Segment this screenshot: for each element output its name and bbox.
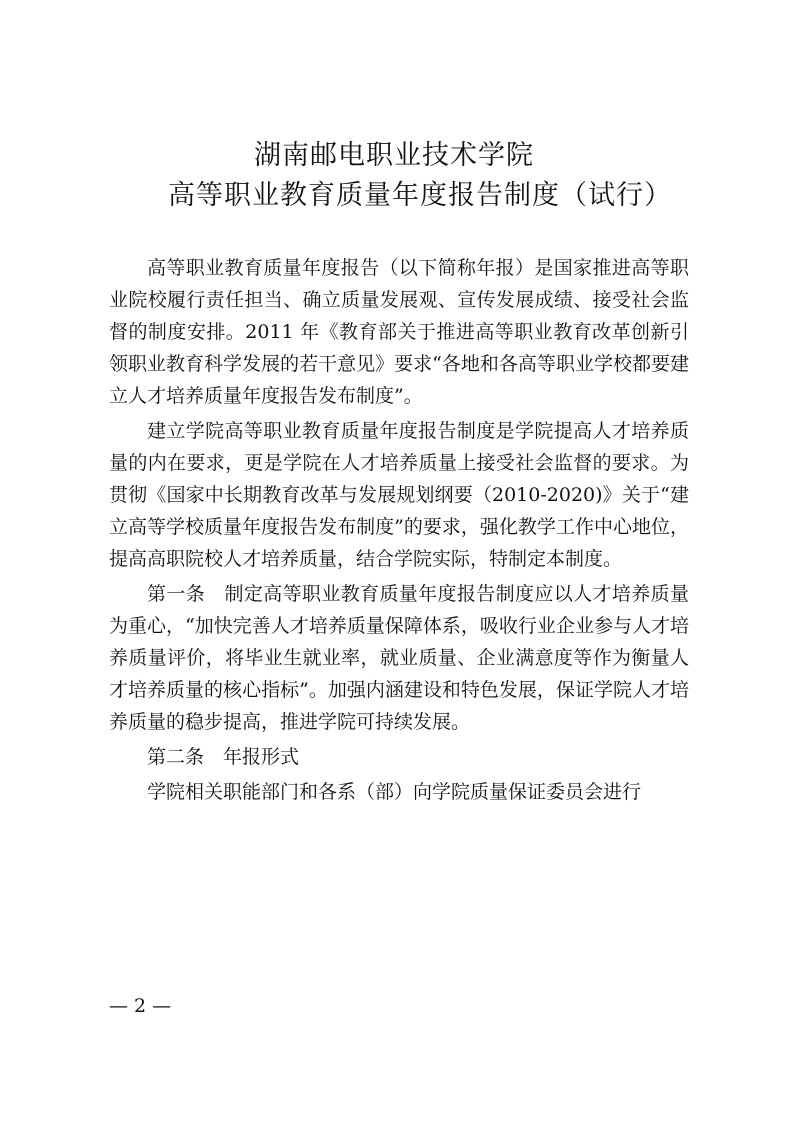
paragraph-intro: 高等职业教育质量年度报告（以下简称年报）是国家推进高等职业院校履行责任担当、确立质量发展观、宣传发展成绩、接受社会监督的制度安排。2011 年《教育部关于推进高等职业教育改革创新引领职业教育科学发展的若干意见》要求“各地和各高等职业学校都要建立人才培养质量年度报告发布制度”。 [109,257,689,407]
page-number: — 2 — [109,995,172,1017]
title-institution: 湖南邮电职业技术学院 [254,140,534,171]
paragraph-article-2-body: 学院相关职能部门和各系（部）向学院质量保证委员会进行 [147,781,642,803]
paragraph-article-2-heading: 第二条 年报形式 [147,746,300,768]
document-body [109,252,689,808]
paragraph-article-1: 第一条 制定高等职业教育质量年度报告制度应以人才培养质量为重心，“加快完善人才培养质量保障体系，吸收行业企业参与人才培养质量评价，将毕业生就业率，就业质量、企业满意度等作为衡量人才培养质量的核心指标”。加强内涵建设和特色发展，保证学院人才培养质量的稳步提高，推进学院可持续发展。 [109,583,689,733]
paragraph-purpose: 建立学院高等职业教育质量年度报告制度是学院提高人才培养质量的内在要求，更是学院在人才培养质量上接受社会监督的要求。为贯彻《国家中长期教育改革与发展规划纲要（2010-2020)》关于“建立高等学校质量年度报告发布制度”的要求，强化教学工作中心地位，提高高职院校人才培养质量，结合学院实际，特制定本制度。 [109,420,689,570]
title-report-system: 高等职业教育质量年度报告制度（试行） [168,180,672,211]
document-title [0,136,793,216]
